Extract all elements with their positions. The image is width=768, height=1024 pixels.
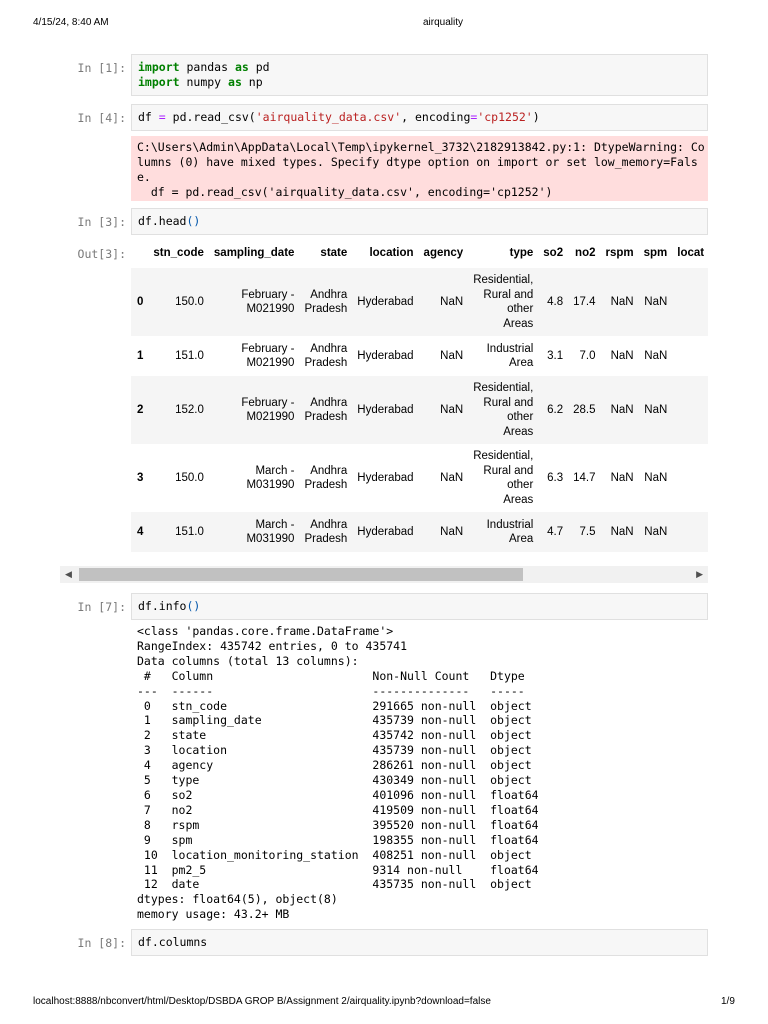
code-text: df.info [138,599,187,613]
table-cell: 150.0 [175,295,204,308]
dataframe-output [131,238,708,560]
keyword: import [138,60,180,74]
code-paren: () [186,599,201,613]
table-cell: Hyderabad [357,403,414,416]
print-header-datetime: 4/15/24, 8:40 AM [33,17,109,28]
code-cell-columns[interactable] [131,929,708,956]
table-cell: NaN [440,403,464,416]
column-header: no2 [575,247,596,259]
table-cell: 6.3 [547,471,564,484]
column-header: sampling_date [213,247,295,259]
table-cell: 7.0 [579,349,596,362]
table-cell: February - M021990 [241,288,295,315]
column-header: agency [423,247,464,259]
table-cell: NaN [644,295,668,308]
string-literal: 'cp1252' [477,110,533,124]
table-cell [672,512,708,552]
cell-prompt: In [3]: [77,215,126,229]
code-text: pd.read_csv( [165,110,256,124]
table-row [131,512,708,552]
table-cell: Industrial Area [486,518,534,545]
string-literal: 'airquality_data.csv' [255,110,402,124]
table-cell: Andhra Pradesh [304,464,348,491]
table-cell: NaN [610,403,634,416]
table-cell [672,444,708,512]
output-prompt: Out[3]: [77,247,126,261]
row-index: 4 [137,525,144,538]
table-cell: 7.5 [579,525,596,538]
table-cell [672,376,708,444]
triangle-right-icon[interactable]: ▶ [696,569,703,579]
table-cell: 152.0 [175,403,204,416]
table-cell: 150.0 [175,471,204,484]
cell-prompt: In [7]: [77,600,126,614]
table-cell: Andhra Pradesh [304,342,348,369]
table-cell: Hyderabad [357,525,414,538]
code-cell-read-csv[interactable] [131,104,708,131]
cell-prompt: In [4]: [77,111,126,125]
table-cell: Hyderabad [357,295,414,308]
table-cell: NaN [644,525,668,538]
table-cell: 4.7 [547,525,564,538]
print-header-title: airquality [423,17,464,28]
table-cell: NaN [644,471,668,484]
row-index: 3 [137,471,144,484]
table-cell: NaN [644,403,668,416]
table-cell: NaN [610,295,634,308]
dataframe-table [131,238,708,552]
table-row [131,336,708,376]
table-cell: Residential, Rural and other Areas [473,382,534,438]
column-header: type [509,247,534,259]
table-cell: NaN [440,525,464,538]
table-cell: March - M031990 [246,464,295,491]
table-row [131,444,708,512]
table-cell [672,336,708,376]
table-cell: NaN [440,295,464,308]
table-cell: Hyderabad [357,471,414,484]
keyword: as [234,60,249,74]
info-output: <class 'pandas.core.frame.DataFrame'> RangeIndex: 435742 entries, 0 to 435741 Data columns (total 13 columns): # Column Non-Null Count Dtype --- ------ -------------- ----- 0 stn_code 291665 non-null object 1 sampling_date 435739 non-null object 2 state 435742 non-null object 3 location 435739 non-null object 4 agency 286261 non-null object 5 type 430349 non-null object 6 so2 401096 non-null float64 7 no2 419509 non-null float64 8 rspm 395520 non-null float64 9 spm 198355 non-null float64 10 location_monitoring_station 408251 non-null object 11 pm2_5 9314 non-null float64 12 date 435735 non-null object dtypes: float64(5), object(8) memory usage: 43.2+ MB [137,624,539,922]
table-row [131,268,708,336]
table-cell: NaN [644,349,668,362]
code-cell-head[interactable] [131,208,708,235]
table-cell: NaN [610,525,634,538]
table-cell: Residential, Rural and other Areas [473,274,534,330]
cell-prompt: In [8]: [77,936,126,950]
table-cell: Hyderabad [357,349,414,362]
row-index: 1 [137,349,144,362]
cell-prompt: In [1]: [77,61,126,75]
table-cell: Andhra Pradesh [304,288,348,315]
print-footer-url: localhost:8888/nbconvert/html/Desktop/DSBDA GROP B/Assignment 2/airquality.ipynb?download=false [33,996,491,1007]
operator: = [158,110,166,124]
horizontal-scrollbar[interactable] [60,566,708,583]
code-text: ) [532,110,540,124]
code-text: pandas [179,60,235,74]
table-cell: February - M021990 [241,342,295,369]
table-cell: 28.5 [573,403,596,416]
code-text: df.columns [138,935,208,949]
code-text: np [241,75,263,89]
table-cell: 151.0 [175,349,204,362]
table-cell: Andhra Pradesh [304,396,348,423]
column-header: so2 [543,247,564,259]
code-paren: () [186,214,201,228]
operator: = [470,110,478,124]
column-header [131,238,148,268]
table-cell: Residential, Rural and other Areas [473,450,534,506]
table-header-row [131,238,708,268]
code-text: numpy [179,75,229,89]
print-footer-page: 1/9 [721,996,735,1007]
column-header: state [320,247,348,259]
table-cell: 6.2 [547,403,564,416]
table-cell: 17.4 [573,295,596,308]
table-cell: NaN [440,471,464,484]
row-index: 2 [137,403,144,416]
table-row [131,376,708,444]
scrollbar-thumb[interactable] [79,568,523,581]
code-cell-info[interactable] [131,593,708,620]
table-cell: Industrial Area [486,342,534,369]
keyword: as [228,75,242,89]
code-text: df.head [138,214,187,228]
column-header: locat [677,247,705,259]
column-header: stn_code [153,247,204,259]
table-cell: 4.8 [547,295,564,308]
keyword: import [138,75,180,89]
table-cell: March - M031990 [246,518,295,545]
table-cell: NaN [610,471,634,484]
code-text: , encoding [401,110,471,124]
triangle-left-icon[interactable]: ◀ [65,569,72,579]
table-cell: Andhra Pradesh [304,518,348,545]
table-cell: 151.0 [175,525,204,538]
table-cell: NaN [440,349,464,362]
table-cell [672,268,708,336]
table-cell: February - M021990 [241,396,295,423]
column-header: spm [643,247,668,259]
row-index: 0 [137,295,144,308]
table-cell: 14.7 [573,471,596,484]
table-cell: NaN [610,349,634,362]
code-text: pd [248,60,270,74]
column-header: rspm [605,247,634,259]
table-cell: 3.1 [547,349,564,362]
code-cell-imports[interactable] [131,54,708,96]
code-text: df [138,110,159,124]
dtype-warning-output: C:\Users\Admin\AppData\Local\Temp\ipykernel_3732\2182913842.py:1: DtypeWarning: Co lumns (0) have mixed types. Specify dtype option on import or set low_memory=Fals e. df = pd.read_csv('airquality_data.csv', encoding='cp1252') [131,136,708,201]
column-header: location [369,247,414,259]
